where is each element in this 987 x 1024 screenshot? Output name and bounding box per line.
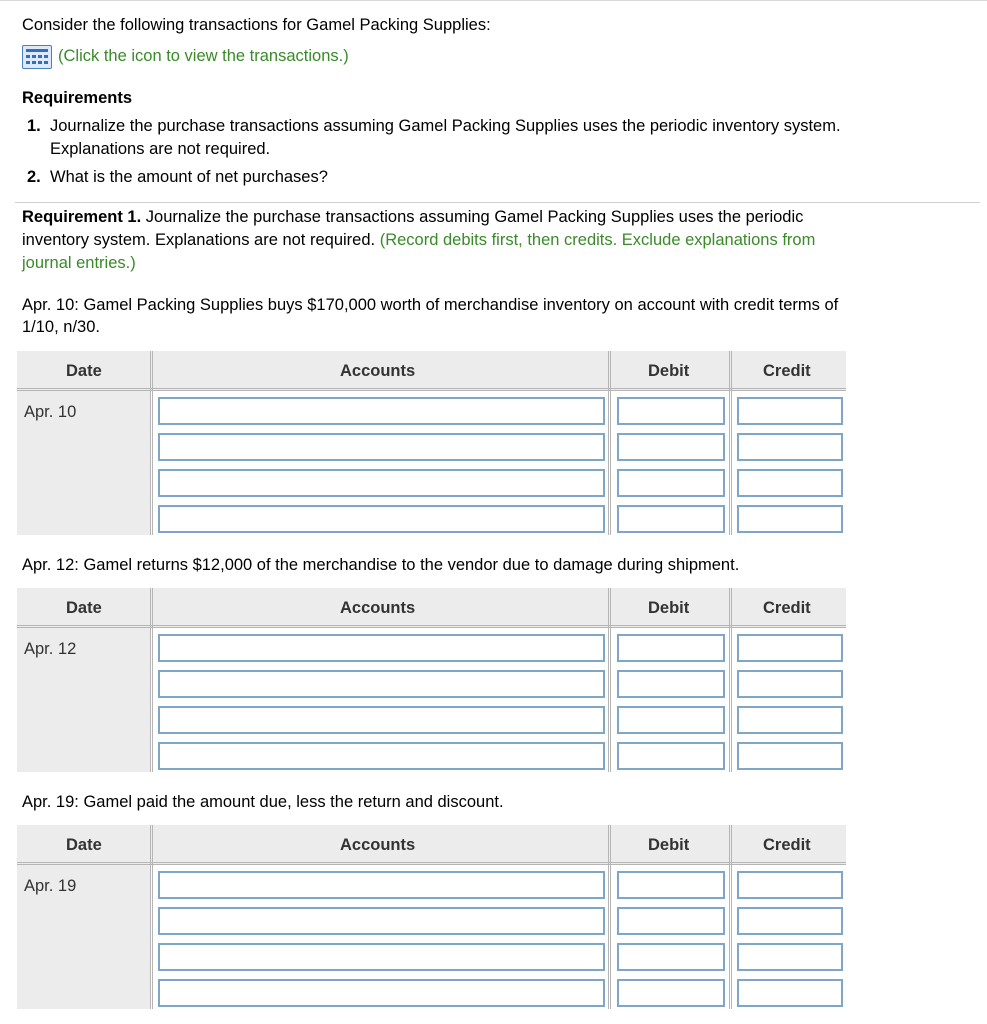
credit-input-3[interactable]	[737, 469, 843, 497]
credit-input-3[interactable]	[737, 706, 843, 734]
account-input-3[interactable]	[158, 943, 605, 971]
requirement1-line1	[22, 208, 803, 227]
column-separator	[729, 588, 732, 772]
account-input-4[interactable]	[158, 742, 605, 770]
account-input-3[interactable]	[158, 469, 605, 497]
debit-input-4[interactable]	[617, 742, 725, 770]
account-input-1[interactable]	[158, 397, 605, 425]
requirement1-text: Journalize the purchase transactions assuming Gamel Packing Supplies uses the periodic	[145, 208, 804, 226]
table-header	[17, 825, 846, 865]
entry-date: Apr. 10	[24, 403, 77, 421]
requirements-heading: Requirements	[22, 89, 133, 107]
credit-input-3[interactable]	[737, 943, 843, 971]
debit-input-2[interactable]	[617, 907, 725, 935]
requirement-number: 2.	[27, 168, 41, 186]
column-separator	[729, 825, 732, 1009]
column-separator	[150, 825, 153, 1009]
accounts-header: Accounts	[340, 599, 416, 617]
entry-description: Apr. 19: Gamel paid the amount due, less the return and discount.	[22, 793, 504, 811]
credit-header: Credit	[763, 362, 811, 380]
credit-input-2[interactable]	[737, 907, 843, 935]
column-separator	[729, 351, 732, 535]
requirement1-line2	[22, 231, 815, 250]
date-header: Date	[66, 599, 102, 617]
credit-input-4[interactable]	[737, 505, 843, 533]
entry-description: Apr. 12: Gamel returns $12,000 of the merchandise to the vendor due to damage during shipment.	[22, 556, 740, 574]
column-separator	[608, 588, 611, 772]
section-divider	[15, 202, 980, 203]
date-cell	[17, 865, 150, 1009]
view-transactions-link[interactable]: (Click the icon to view the transactions.)	[58, 47, 349, 65]
debit-header: Debit	[648, 362, 690, 380]
account-input-2[interactable]	[158, 907, 605, 935]
account-input-2[interactable]	[158, 433, 605, 461]
entry-description: Apr. 10: Gamel Packing Supplies buys $170,000 worth of merchandise inventory on account with credit terms of	[22, 296, 839, 314]
requirement-number: 1.	[27, 117, 41, 135]
credit-input-1[interactable]	[737, 397, 843, 425]
entry-date: Apr. 12	[24, 640, 77, 658]
debit-input-4[interactable]	[617, 979, 725, 1007]
debit-input-3[interactable]	[617, 943, 725, 971]
date-cell	[17, 391, 150, 535]
entry-description-cont: 1/10, n/30.	[22, 318, 100, 336]
column-separator	[150, 351, 153, 535]
credit-input-2[interactable]	[737, 670, 843, 698]
credit-input-2[interactable]	[737, 433, 843, 461]
debit-input-2[interactable]	[617, 670, 725, 698]
account-input-1[interactable]	[158, 871, 605, 899]
credit-header: Credit	[763, 836, 811, 854]
column-separator	[608, 351, 611, 535]
requirement-text: What is the amount of net purchases?	[50, 168, 328, 186]
date-cell	[17, 628, 150, 772]
credit-input-1[interactable]	[737, 871, 843, 899]
credit-header: Credit	[763, 599, 811, 617]
intro-text: Consider the following transactions for Gamel Packing Supplies:	[22, 16, 491, 34]
requirement-text-cont: Explanations are not required.	[50, 140, 271, 158]
date-header: Date	[66, 362, 102, 380]
journal-table-apr12	[17, 588, 846, 772]
record-instructions: (Record debits first, then credits. Exclude explanations from	[379, 231, 816, 249]
debit-header: Debit	[648, 599, 690, 617]
debit-input-3[interactable]	[617, 469, 725, 497]
account-input-4[interactable]	[158, 505, 605, 533]
debit-header: Debit	[648, 836, 690, 854]
top-divider	[0, 0, 987, 1]
credit-input-4[interactable]	[737, 742, 843, 770]
date-header: Date	[66, 836, 102, 854]
debit-input-4[interactable]	[617, 505, 725, 533]
journal-table-apr19	[17, 825, 846, 1009]
requirement1-text-cont: inventory system. Explanations are not required.	[22, 231, 376, 249]
journal-table-apr10	[17, 351, 846, 535]
credit-input-4[interactable]	[737, 979, 843, 1007]
debit-input-2[interactable]	[617, 433, 725, 461]
credit-input-1[interactable]	[737, 634, 843, 662]
entry-date: Apr. 19	[24, 877, 77, 895]
record-instructions-cont: journal entries.)	[22, 254, 136, 272]
debit-input-3[interactable]	[617, 706, 725, 734]
debit-input-1[interactable]	[617, 871, 725, 899]
account-input-1[interactable]	[158, 634, 605, 662]
requirement-text: Journalize the purchase transactions assuming Gamel Packing Supplies uses the periodic inventory system.	[50, 117, 841, 135]
transactions-table-icon[interactable]	[22, 45, 52, 69]
accounts-header: Accounts	[340, 836, 416, 854]
account-input-3[interactable]	[158, 706, 605, 734]
requirement1-label: Requirement 1.	[22, 208, 142, 226]
account-input-4[interactable]	[158, 979, 605, 1007]
column-separator	[150, 588, 153, 772]
account-input-2[interactable]	[158, 670, 605, 698]
accounts-header: Accounts	[340, 362, 416, 380]
debit-input-1[interactable]	[617, 634, 725, 662]
table-header	[17, 588, 846, 628]
debit-input-1[interactable]	[617, 397, 725, 425]
table-header	[17, 351, 846, 391]
column-separator	[608, 825, 611, 1009]
